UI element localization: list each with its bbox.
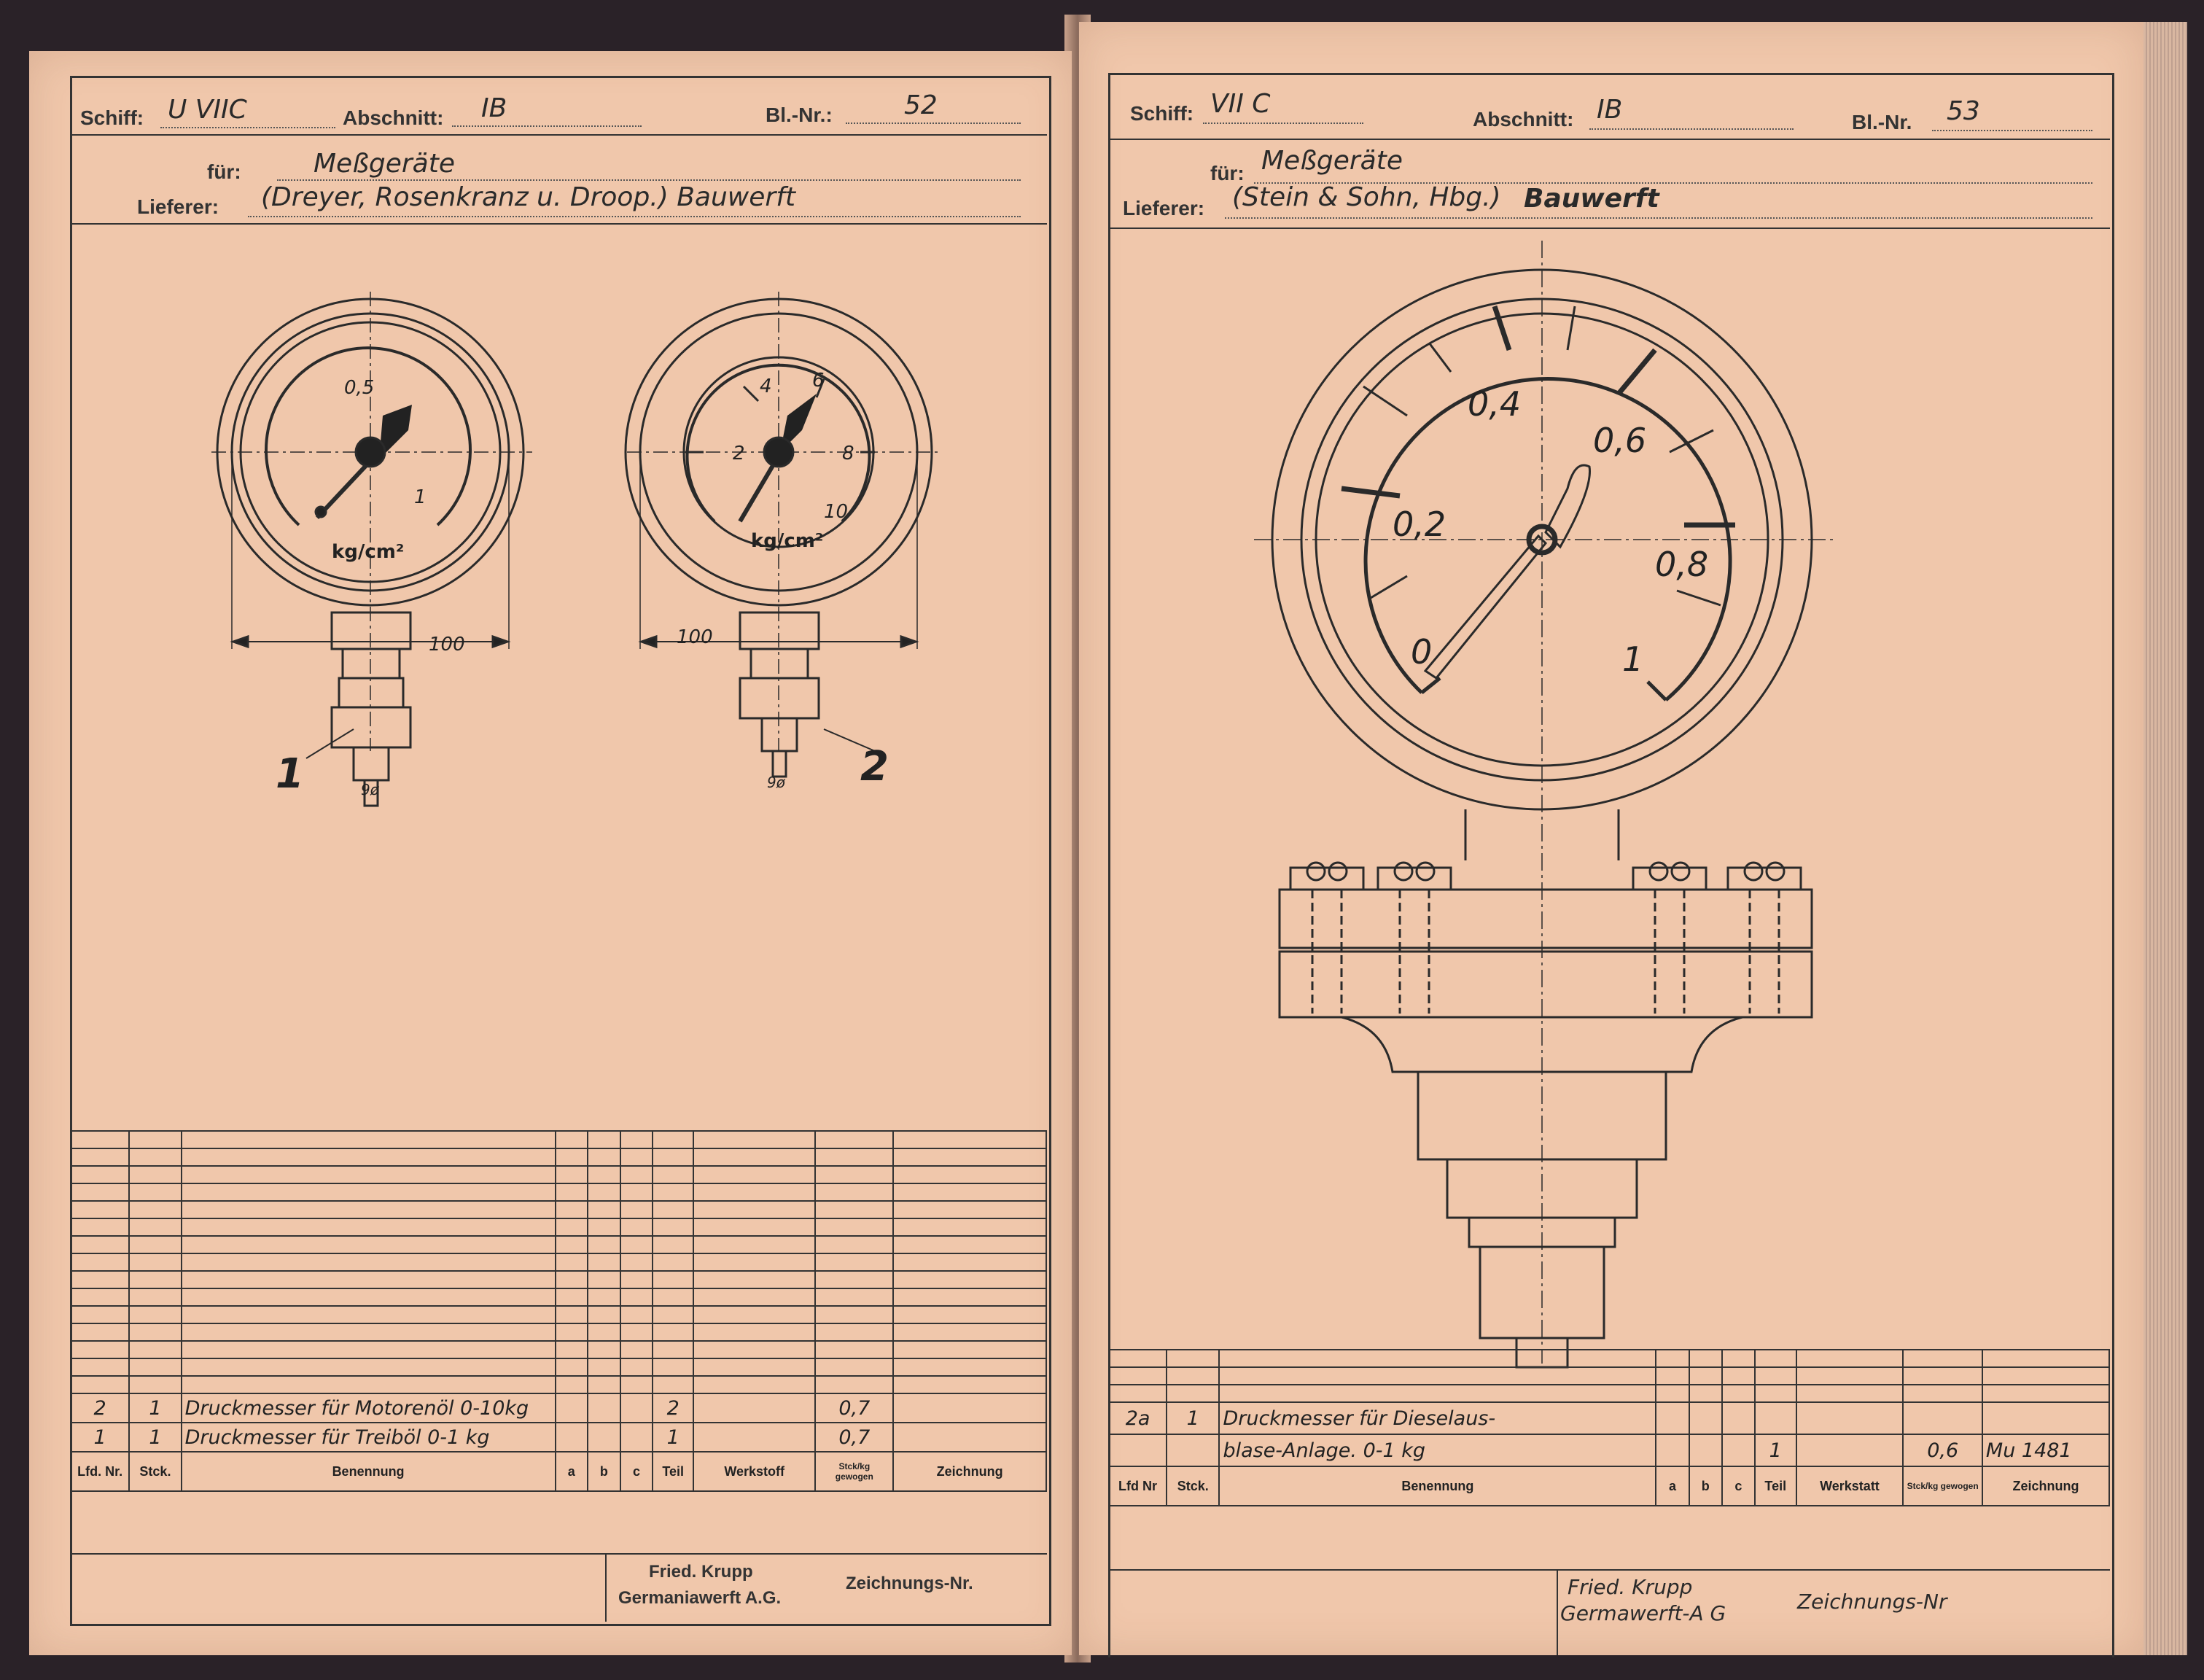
right-blnr-value: 53: [1947, 96, 1980, 126]
table-header-row: Lfd. Nr. Stck. Benennung a b c Teil Werkstoff Stck/kg gewogen Zeichnung: [71, 1452, 1046, 1491]
left-abschnitt-label: Abschnitt:: [343, 106, 444, 129]
gauge1-dimension: 100: [429, 634, 465, 656]
left-footer-company1: Fried. Krupp: [649, 1562, 753, 1582]
right-gauge-drawing: [1079, 22, 2143, 1371]
left-lieferer-value: (Dreyer, Rosenkranz u. Droop.) Bauwerft: [261, 182, 795, 212]
right-schiff-value: VII C: [1210, 89, 1271, 119]
right-gauge-label-0-4: 0,4: [1468, 384, 1522, 424]
left-gauge-drawings: [29, 51, 1072, 853]
gauge1-thread: 9ø: [361, 781, 379, 798]
right-footer-company2: Germawerft-A G: [1560, 1601, 1726, 1625]
left-abschnitt-value: IB: [481, 93, 507, 123]
left-schiff-label: Schiff:: [80, 106, 144, 129]
gauge2-callout: 2: [860, 743, 889, 790]
right-gauge-label-1: 1: [1622, 639, 1644, 679]
right-footer-zeichnungsnr: Zeichnungs-Nr: [1797, 1590, 1947, 1614]
gauge1-label-0-5: 0,5: [344, 377, 375, 399]
left-fuer-label: für:: [207, 160, 241, 183]
table-header-row: Lfd Nr Stck. Benennung a b c Teil Werkstatt Stck/kg gewogen Zeichnung: [1109, 1466, 2109, 1506]
right-page: [1079, 22, 2143, 1655]
gauge2-label-6: 6: [812, 370, 825, 392]
left-page: [29, 51, 1072, 1655]
gauge2-label-4: 4: [760, 376, 772, 397]
right-gauge-label-0: 0: [1411, 632, 1433, 672]
gauge2-label-2: 2: [733, 443, 745, 464]
right-lieferer-value: (Stein & Sohn, Hbg.): [1232, 182, 1501, 212]
right-lieferer-label: Lieferer:: [1123, 197, 1205, 219]
right-abschnitt-value: IB: [1597, 95, 1623, 125]
left-footer-zeichnungsnr: Zeichnungs-Nr.: [846, 1574, 973, 1593]
right-fuer-label: für:: [1210, 162, 1245, 184]
page-edges: [2143, 22, 2187, 1655]
left-blnr-value: 52: [904, 90, 938, 120]
right-fuer-value: Meßgeräte: [1261, 146, 1403, 176]
right-schiff-label: Schiff:: [1130, 102, 1194, 125]
right-lieferer-bauwerft: Bauwerft: [1524, 184, 1659, 214]
right-gauge-label-0-2: 0,2: [1393, 505, 1446, 544]
gauge1-unit: kg/cm²: [332, 541, 405, 563]
gauge2-unit: kg/cm²: [751, 530, 824, 552]
table-row: 2 1 Druckmesser für Motorenöl 0-10kg 2 0,7: [71, 1393, 1046, 1423]
right-abschnitt-label: Abschnitt:: [1473, 108, 1574, 131]
gauge2-label-8: 8: [842, 443, 854, 464]
gauge2-dimension: 100: [677, 626, 713, 648]
right-gauge-label-0-8: 0,8: [1655, 545, 1709, 584]
gauge1-callout: 1: [276, 750, 304, 798]
left-lieferer-label: Lieferer:: [137, 195, 219, 218]
left-blnr-label: Bl.-Nr.:: [766, 104, 833, 126]
table-row: blase-Anlage. 0-1 kg 1 0,6 Mu 1481: [1109, 1434, 2109, 1466]
table-row: 1 1 Druckmesser für Treiböl 0-1 kg 1 0,7: [71, 1423, 1046, 1452]
gauge2-thread: 9ø: [767, 774, 785, 791]
gauge2-label-10: 10: [824, 501, 849, 523]
left-schiff-value: U VIIC: [168, 95, 247, 125]
right-blnr-label: Bl.-Nr.: [1852, 111, 1912, 133]
right-parts-table: [1108, 1349, 2110, 1506]
left-fuer-value: Meßgeräte: [314, 149, 456, 179]
right-footer-company1: Fried. Krupp: [1568, 1575, 1693, 1599]
table-row: 2a 1 Druckmesser für Dieselaus-: [1109, 1402, 2109, 1434]
left-footer-company2: Germaniawerft A.G.: [618, 1588, 782, 1608]
right-gauge-label-0-6: 0,6: [1593, 421, 1647, 460]
gauge1-label-1: 1: [414, 486, 427, 508]
left-parts-table: [70, 1130, 1047, 1492]
